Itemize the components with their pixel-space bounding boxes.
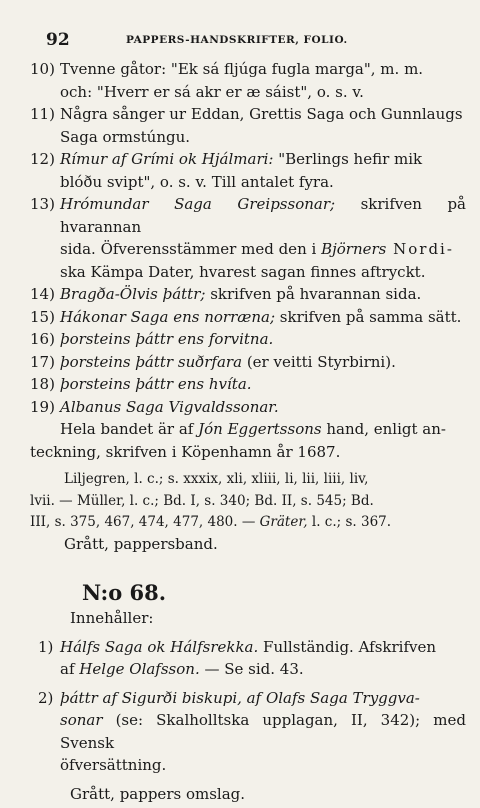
- item-number: 17): [30, 352, 55, 371]
- item-continuation: [30, 238, 466, 283]
- page-header: [46, 30, 440, 50]
- item-text: "Berlings hefir mik: [273, 150, 423, 168]
- item-number: 13): [30, 195, 55, 213]
- item-title: Rímur af Grími ok Hjálmari:: [60, 150, 274, 168]
- list-item: [30, 306, 466, 329]
- item-number: 16): [30, 330, 55, 348]
- reference-author: Gräter,: [259, 514, 308, 530]
- item-number: 2): [38, 688, 54, 707]
- item-number: 15): [30, 307, 55, 326]
- list-item: [30, 103, 466, 148]
- scribe-name: Helge Olafsson.: [79, 660, 200, 678]
- section-heading: N:o 68.: [82, 580, 167, 605]
- binding-note: Grått, pappersband.: [64, 534, 218, 553]
- item-title: Hákonar Saga ens norræna;: [60, 307, 276, 326]
- reference-line: III, s. 375, 467, 474, 477, 480. —: [30, 514, 260, 530]
- binding-note: Grått, pappers omslag.: [70, 784, 246, 803]
- item-text: Nordi-: [386, 240, 454, 258]
- page-number: 92: [46, 30, 70, 50]
- item-number: 14): [30, 285, 55, 303]
- note-text: Hela bandet är af: [60, 420, 199, 438]
- list-item: [30, 373, 466, 396]
- item-title: Hálfs Saga ok Hálfsrekka.: [60, 637, 259, 656]
- section-subheading: Innehåller:: [70, 609, 154, 627]
- list-item: [30, 328, 466, 351]
- item-text: Fullständig. Afskrifven: [258, 637, 437, 656]
- item-title: þorsteins þáttr suðrfara: [60, 352, 243, 371]
- item-title: Bragða-Ölvis þáttr;: [60, 285, 206, 303]
- note-text: hand, enligt an-: [321, 420, 446, 438]
- list-item: [30, 687, 466, 777]
- item-text: (se: Skalholltska upplagan, II, 342); med Svensk: [60, 711, 466, 752]
- item-text: (er veitti Styrbirni).: [242, 352, 396, 371]
- item-number: 11): [30, 105, 55, 123]
- item-title: Albanus Saga Vigvaldssonar.: [60, 397, 279, 416]
- reference-line: lvii. — Müller, l. c.; Bd. I, s. 340; Bd. II, s. 545; Bd.: [30, 492, 374, 509]
- item-title: Hrómundar Saga Greipssonar;: [60, 195, 336, 213]
- volume-note: [30, 418, 466, 463]
- item-text: öfversättning.: [60, 756, 167, 774]
- running-title: PAPPERS-HANDSKRIFTER, FOLIO.: [126, 34, 348, 46]
- item-title: þorsteins þáttr ens hvíta.: [60, 375, 252, 393]
- item-text: skrifven på hvarannan: [60, 195, 466, 236]
- references: [30, 469, 466, 555]
- list-item: [30, 193, 466, 238]
- list-item: [30, 58, 466, 103]
- item-text: — Se sid. 43.: [199, 660, 304, 678]
- item-number: 1): [38, 637, 54, 656]
- item-text: blóðu svipt", o. s. v. Till antalet fyra.: [60, 172, 334, 191]
- reference-line: l. c.; s. 367.: [307, 514, 392, 530]
- item-number: 12): [30, 150, 55, 168]
- item-title: þorsteins þáttr ens forvitna.: [60, 330, 274, 348]
- reference-line: Liljegren, l. c.; s. xxxix, xli, xliii, li, lii, liii, liv,: [64, 471, 369, 487]
- page-body: [30, 58, 466, 805]
- list-item: [30, 396, 466, 419]
- item-number: 19): [30, 397, 55, 416]
- item-text: ska Kämpa Dater, hvarest sagan finnes aftryckt.: [60, 262, 426, 281]
- list-item: [30, 351, 466, 374]
- item-text: Några sånger ur Eddan, Grettis Saga och Gunnlaugs: [60, 105, 463, 123]
- item-text: sida. Öfverensstämmer med den i: [60, 240, 322, 258]
- item-text: Saga ormstúngu.: [60, 127, 191, 146]
- author-name: Björners: [321, 240, 387, 258]
- item-text: Tvenne gåtor: "Ek sá fljúga fugla marga", m. m.: [60, 60, 424, 78]
- item-number: 18): [30, 375, 55, 393]
- item-text: skrifven på samma sätt.: [275, 307, 462, 326]
- item-text: af: [60, 660, 80, 678]
- item-text: och: "Hverr er sá akr er æ sáist", o. s. v.: [60, 82, 364, 101]
- list-item: [30, 283, 466, 306]
- scribe-name: Jón Eggertssons: [198, 420, 322, 438]
- list-item: [30, 636, 466, 681]
- item-title: sonar: [60, 711, 103, 729]
- item-title: þáttr af Sigurði biskupi, af Olafs Saga Tryggva-: [60, 688, 420, 707]
- item-number: 10): [30, 60, 55, 78]
- note-text: teckning, skrifven i Köpenhamn år 1687.: [30, 442, 341, 461]
- list-item: [30, 148, 466, 193]
- item-text: skrifven på hvarannan sida.: [205, 285, 422, 303]
